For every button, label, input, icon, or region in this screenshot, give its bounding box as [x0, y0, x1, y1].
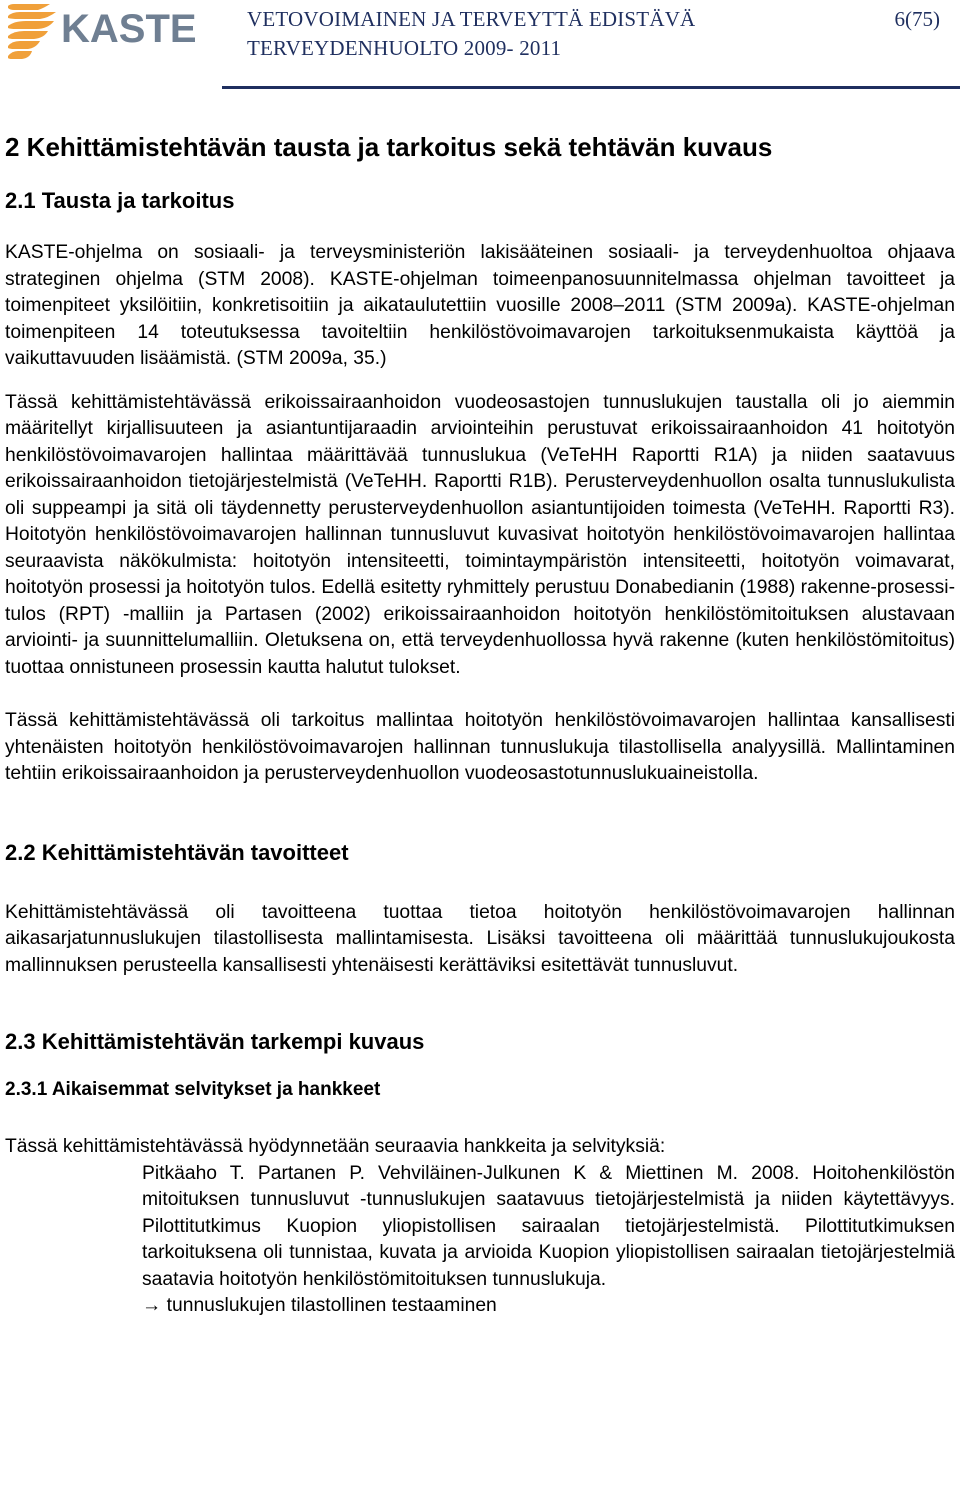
- section-2-3-1-heading: 2.3.1 Aikaisemmat selvitykset ja hankkeet: [5, 1079, 381, 1100]
- section-2-3-1-intro: Tässä kehittämistehtävässä hyödynnetään seuraavia hankkeita ja selvityksiä:: [5, 1136, 666, 1157]
- page-header: [0, 0, 960, 90]
- section-2-1-paragraph-3: Tässä kehittämistehtävässä oli tarkoitus mallintaa hoitotyön henkilöstövoimavarojen hallintaa kansallisesti yhtenäisten hoitotyön henkilöstövoimavarojen hallinnan tunnuslukuja tilastollisella analyysillä. Mallintaminen tehtiin erikoissairaanhoidon ja perusterveydenhuollon vuodeosastotunnuslukuaineistolla.: [5, 710, 955, 784]
- section-2-1-heading: 2.1 Tausta ja tarkoitus: [5, 188, 235, 213]
- section-2-3-heading: 2.3 Kehittämistehtävän tarkempi kuvaus: [5, 1029, 425, 1054]
- svg-text:KASTE: KASTE: [61, 7, 197, 51]
- page-content: [5, 130, 955, 1320]
- reference-text: Pitkäaho T. Partanen P. Vehviläinen-Julkunen K & Miettinen M. 2008. Hoitohenkilöstön mitoituksen tunnusluvut -tunnuslukujen saatavuus tietojärjestelmistä ja niiden käytettävyys. Pilottitutkimus Kuopion yliopistollisen sairaalan tietojärjestelmistä. Pilottitutkimuksen tarkoituksena oli tunnistaa, kuvata ja arvioida Kuopion yliopistollisen sairaalan tietojärjestelmiä saatavia hoitotyön henkilöstömitoituksen tunnuslukuja.: [142, 1162, 955, 1290]
- document-series-title: [247, 5, 695, 63]
- series-title-line-2: TERVEYDENHUOLTO 2009- 2011: [247, 36, 562, 60]
- section-2-2-paragraph-1: Kehittämistehtävässä oli tavoitteena tuottaa tietoa hoitotyön henkilöstövoimavarojen hallinnan aikasarjatunnuslukujen tilastollisesta mallintamisesta. Lisäksi tavoitteena oli määrittää tunnuslukujoukosta mallinnuksen perusteella kansallisesti yhtenäisesti kerättäviksi esitettävät tunnusluvut.: [5, 901, 955, 976]
- section-2-1-paragraph-2: Tässä kehittämistehtävässä erikoissairaanhoidon vuodeosastojen tunnuslukujen taustalla oli jo aiemmin määritellyt kirjallisuuteen ja asiantuntijaraadin arviointeihin perustuvat erikoissairaanhoidon 41 hoitotyön henkilöstövoimavarojen hallintaa määrittävää tunnuslukua (VeTeHH Raportti R1A) ja niiden saatavuus erikoissairaanhoidon tietojärjestelmistä (VeTeHH. Raportti R1B). Perusterveydenhuollon osalta tunnuslukulista oli suppeampi ja sitä oli täydennetty perusterveydenhuollon asiantuntijoiden toimesta (VeTeHH. Raportti R3). Hoitotyön henkilöstövoimavarojen hallinnan tunnusluvut kuvasivat hoitotyön henkilöstövoimavarojen hallintaa seuraavista näkökulmista: hoitotyön intensiteetti, toimintaympäristön intensiteetti, hoitotyön voimavarat, hoitotyön prosessi ja hoitotyön tulos. Edellä esitetty ryhmittely perustuu Donabedianin (1988) rakenne-prosessi-tulos (RPT) -malliin ja Partasen (2002) erikoissairaanhoidon hoitotyön henkilöstömitoituksen alustavaan arviointi- ja suunnittelumalliin. Oletuksena on, että terveydenhuollossa hyvä rakenne (kuten henkilöstömitoitus) tuottaa onnistuneen prosessin kautta halutut tulokset.: [5, 391, 955, 678]
- reference-entry: [142, 1161, 955, 1320]
- kaste-logo: [4, 2, 214, 62]
- section-2-1-paragraph-1: KASTE-ohjelma on sosiaali- ja terveysministeriön lakisääteinen sosiaali- ja terveydenhuoltoa ohjaava strateginen ohjelma (STM 2008). KASTE-ohjelman toimeenpanosuunnitelmassa ohjelman tavoitteet ja toimenpiteet yksilöitiin, konkretisoitiin ja aikataulutettiin vuosille 2008–2011 (STM 2009a). KASTE-ohjelman toimenpiteen 14 toteutuksessa tavoiteltiin henkilöstövoimavarojen tarkoituksenmukaista käyttöä ja vaikuttavuuden lisäämistä. (STM 2009a, 35.): [5, 242, 955, 369]
- arrow-list-item: → tunnuslukujen tilastollinen testaaminen: [142, 1295, 497, 1316]
- header-divider: [222, 86, 960, 89]
- section-2-heading: 2 Kehittämistehtävän tausta ja tarkoitus sekä tehtävän kuvaus: [5, 132, 773, 162]
- page-number: 6(75): [894, 7, 940, 31]
- section-2-2-heading: 2.2 Kehittämistehtävän tavoitteet: [5, 839, 349, 865]
- series-title-line-1: VETOVOIMAINEN JA TERVEYTTÄ EDISTÄVÄ: [247, 7, 696, 31]
